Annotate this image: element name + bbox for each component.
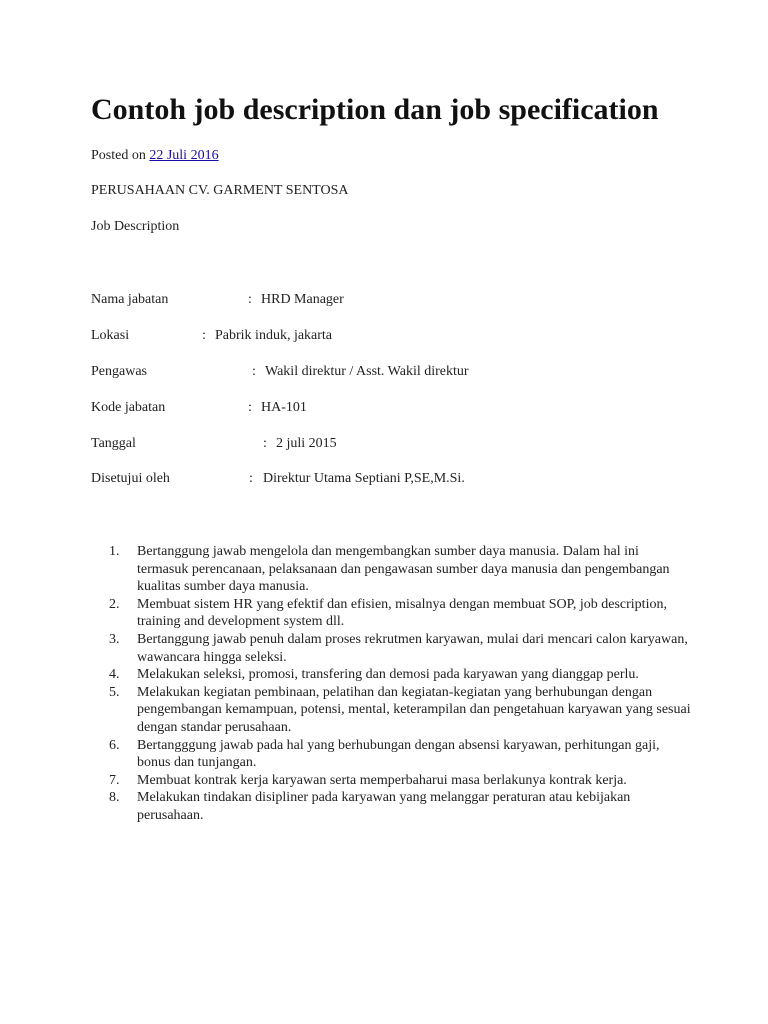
list-text: Bertanggung jawab mengelola dan mengembangkan sumber daya manusia. Dalam hal ini termasuk perencanaan, pelaksanaan dan pengawasan sumber daya manusia dan pengembangan kualitas sumber daya manusia. xyxy=(137,544,670,595)
list-text: Bertanggung jawab penuh dalam proses rekrutmen karyawan, mulai dari mencari calon karyawan, wawancara hingga seleksi. xyxy=(137,631,688,665)
info-colon: : xyxy=(202,328,206,343)
posted-line xyxy=(91,148,219,164)
info-value: HA-101 xyxy=(261,400,307,415)
info-value: HRD Manager xyxy=(261,292,344,307)
list-number: 3. xyxy=(109,631,120,647)
info-value: Wakil direktur / Asst. Wakil direktur xyxy=(265,364,469,379)
list-item xyxy=(91,772,691,790)
duties-list xyxy=(91,543,691,825)
list-number: 6. xyxy=(109,737,120,753)
list-text: Melakukan tindakan disipliner pada karyawan yang melanggar peraturan atau kebijakan perusahaan. xyxy=(137,790,631,823)
info-label: Disetujui oleh xyxy=(91,471,170,486)
info-label: Pengawas xyxy=(91,364,147,379)
list-item xyxy=(91,543,691,596)
list-text: Membuat kontrak kerja karyawan serta memperbaharui masa berlakunya kontrak kerja. xyxy=(137,772,627,788)
posted-prefix: Posted on xyxy=(91,148,146,163)
list-item xyxy=(91,596,691,631)
info-colon: : xyxy=(263,436,267,451)
info-colon: : xyxy=(252,364,256,379)
info-label: Lokasi xyxy=(91,328,130,343)
info-value: Direktur Utama Septiani P,SE,M.Si. xyxy=(263,471,465,486)
info-value: 2 juli 2015 xyxy=(276,436,337,451)
posted-date-link[interactable]: 22 Juli 2016 xyxy=(149,148,219,163)
info-label: Tanggal xyxy=(91,436,136,451)
info-label: Kode jabatan xyxy=(91,400,166,415)
list-number: 7. xyxy=(109,772,120,788)
info-colon: : xyxy=(249,471,253,486)
list-item xyxy=(91,631,691,666)
list-text: Melakukan kegiatan pembinaan, pelatihan dan kegiatan-kegiatan yang berhubungan dengan pengembangan kemampuan, potensi, mental, keterampilan dan pengetahuan karyawan yang sesuai dengan standar perusahaan. xyxy=(137,684,691,735)
company-name: PERUSAHAAN CV. GARMENT SENTOSA xyxy=(91,183,349,198)
list-item xyxy=(91,666,691,684)
list-item xyxy=(91,684,691,737)
list-number: 2. xyxy=(109,596,120,612)
list-item xyxy=(91,737,691,772)
list-item xyxy=(91,789,691,824)
info-colon: : xyxy=(248,400,252,415)
list-text: Membuat sistem HR yang efektif dan efisien, misalnya dengan membuat SOP, job description, training and development system dll. xyxy=(137,596,667,630)
section-label: Job Description xyxy=(91,219,180,234)
list-number: 5. xyxy=(109,684,120,700)
list-number: 4. xyxy=(109,667,120,683)
info-label: Nama jabatan xyxy=(91,292,169,307)
info-colon: : xyxy=(248,292,252,307)
list-number: 8. xyxy=(109,790,120,806)
list-number: 1. xyxy=(109,544,120,559)
info-value: Pabrik induk, jakarta xyxy=(215,328,333,343)
list-text: Melakukan seleksi, promosi, transfering dan demosi pada karyawan yang dianggap perlu. xyxy=(137,667,639,683)
page-title: Contoh job description dan job specification xyxy=(91,93,659,126)
list-text: Bertangggung jawab pada hal yang berhubungan dengan absensi karyawan, perhitungan gaji, bonus dan tunjangan. xyxy=(137,737,660,771)
